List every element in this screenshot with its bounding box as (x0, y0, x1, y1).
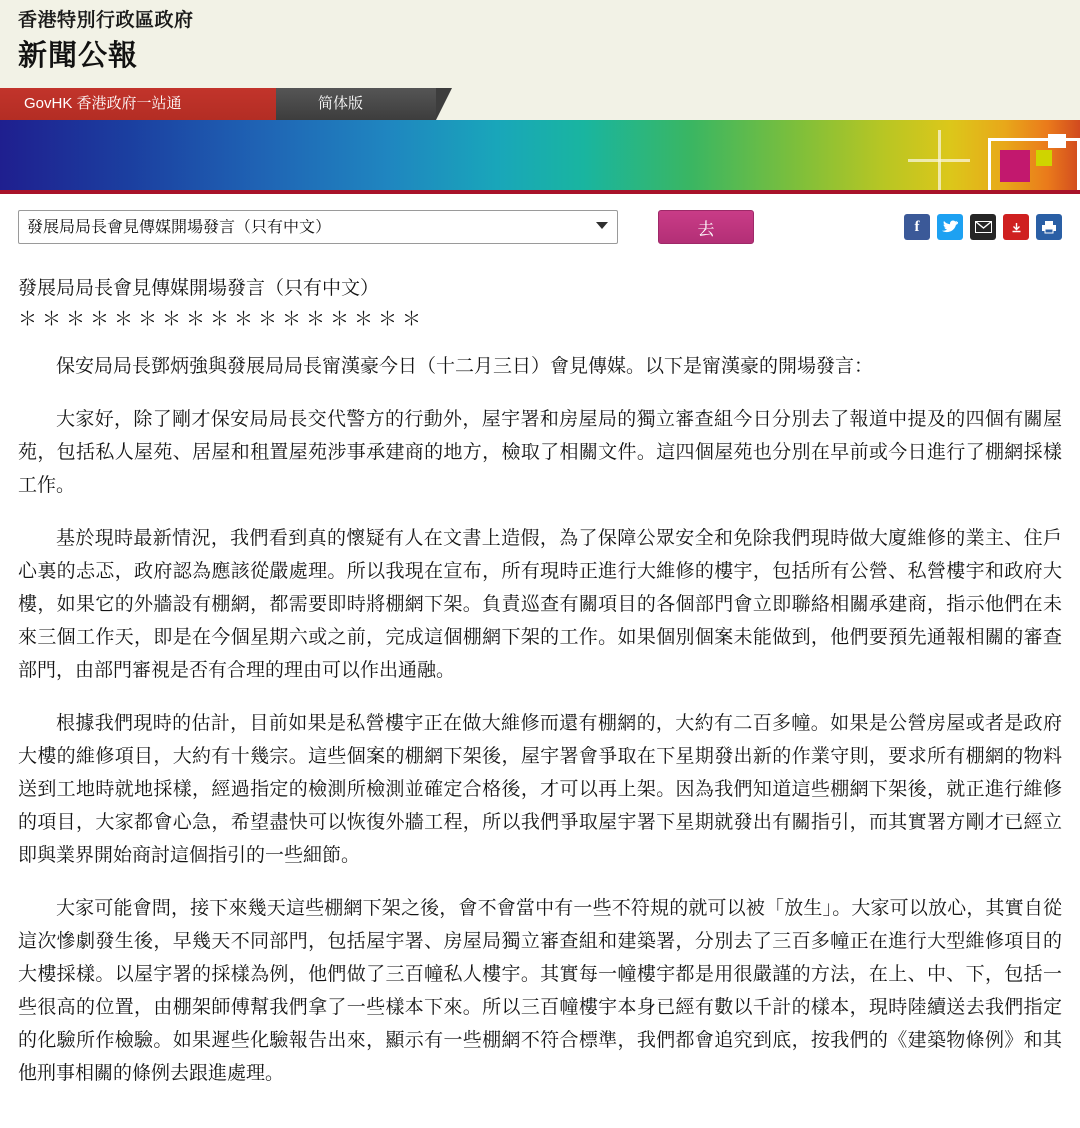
social-share-group (904, 210, 1062, 240)
site-tabbar (0, 88, 1080, 120)
banner-square-yellow (1036, 150, 1052, 166)
tab-simplified[interactable] (276, 88, 436, 120)
tab-simplified-label: 简体版 (318, 95, 364, 112)
tab-govhk-label: GovHK 香港政府一站通 (24, 95, 182, 112)
story-select-wrapper (18, 210, 618, 244)
go-button[interactable]: 去 (658, 210, 754, 244)
article-paragraph: 基於現時最新情況，我們看到真的懷疑有人在文書上造假，為了保障公眾安全和免除我們現時做大廈維修的業主、住戶心裏的忐忑，政府認為應該從嚴處理。所以我現在宣布，所有現時正進行大維修的樓宇，包括所有公營、私營樓宇和政府大樓，如果它的外牆設有棚網，都需要即時將棚網下架。負責巡查有關項目的各個部門會立即聯絡相關承建商，指示他們在未來三個工作天，即是在今個星期六或之前，完成這個棚網下架的工作。如果個別個案未能做到，他們要預先通報相關的審查部門，由部門審視是否有合理的理由可以作出通融。 (18, 528, 1062, 681)
banner-square-magenta (1000, 150, 1030, 182)
article-paragraph: 大家可能會問，接下來幾天這些棚網下架之後，會不會當中有一些不符規的就可以被「放生」。大家可以放心，其實自從這次慘劇發生後，早幾天不同部門，包括屋宇署、房屋局獨立審查組和建築署，分別去了三百多幢正在進行大型維修項目的大樓採樣。以屋宇署的採樣為例，他們做了三百幢私人樓宇。其實每一幢樓宇都是用很嚴謹的方法，在上、中、下，包括一些很高的位置，由棚架師傅幫我們拿了一些樣本下來。所以三百幢樓宇本身已經有數以千計的樣本，現時陸續送去我們指定的化驗所作檢驗。如果遲些化驗報告出來，顯示有一些棚網不符合標準，我們都會追究到底，按我們的《建築物條例》和其他刑事相關的條例去跟進處理。 (18, 898, 1062, 1084)
toolbar (0, 194, 1080, 260)
tab-govhk[interactable] (0, 88, 276, 120)
facebook-icon[interactable] (904, 214, 930, 240)
government-name: 香港特別行政區政府 (18, 10, 194, 31)
masthead (0, 0, 1080, 88)
star-separator: ＊＊＊＊＊＊＊＊＊＊＊＊＊＊＊＊＊ (18, 309, 427, 330)
decorative-banner (0, 120, 1080, 190)
article-headline: 發展局局長會見傳媒開場發言（只有中文） (18, 278, 380, 299)
article-paragraph: 保安局局長鄧炳強與發展局局長甯漢豪今日（十二月三日）會見傳媒。以下是甯漢豪的開場發言： (56, 356, 874, 377)
print-icon[interactable] (1036, 214, 1062, 240)
article-paragraph: 根據我們現時的估計，目前如果是私營樓宇正在做大維修而還有棚網的，大約有二百多幢。如果是公營房屋或者是政府大樓的維修項目，大約有十幾宗。這些個案的棚網下架後，屋宇署會爭取在下星期發出新的作業守則，要求所有棚網的物料送到工地時就地採樣，經過指定的檢測所檢測並確定合格後，才可以再上架。因為我們知道這些棚網下架後，就正進行維修的項目，大家都會心急，希望盡快可以恢復外牆工程，所以我們爭取屋宇署下星期就發出有關指引，而其實署方剛才已經立即與業界開始商討這個指引的一些細節。 (18, 713, 1062, 866)
article-body (0, 260, 1080, 1128)
story-select[interactable] (18, 210, 618, 244)
banner-square-white (1048, 134, 1066, 148)
sparkle-icon (905, 130, 975, 190)
save-icon[interactable] (1003, 214, 1029, 240)
twitter-icon[interactable] (937, 214, 963, 240)
email-icon[interactable] (970, 214, 996, 240)
facebook-glyph: f (914, 218, 920, 235)
page-title: 新聞公報 (18, 40, 139, 72)
article-paragraph: 大家好，除了剛才保安局局長交代警方的行動外，屋宇署和房屋局的獨立審查組今日分別去了報道中提及的四個有關屋苑，包括私人屋苑、居屋和租置屋苑涉事承建商的地方，檢取了相關文件。這四個屋苑也分別在早前或今日進行了棚網採樣工作。 (18, 409, 1062, 496)
